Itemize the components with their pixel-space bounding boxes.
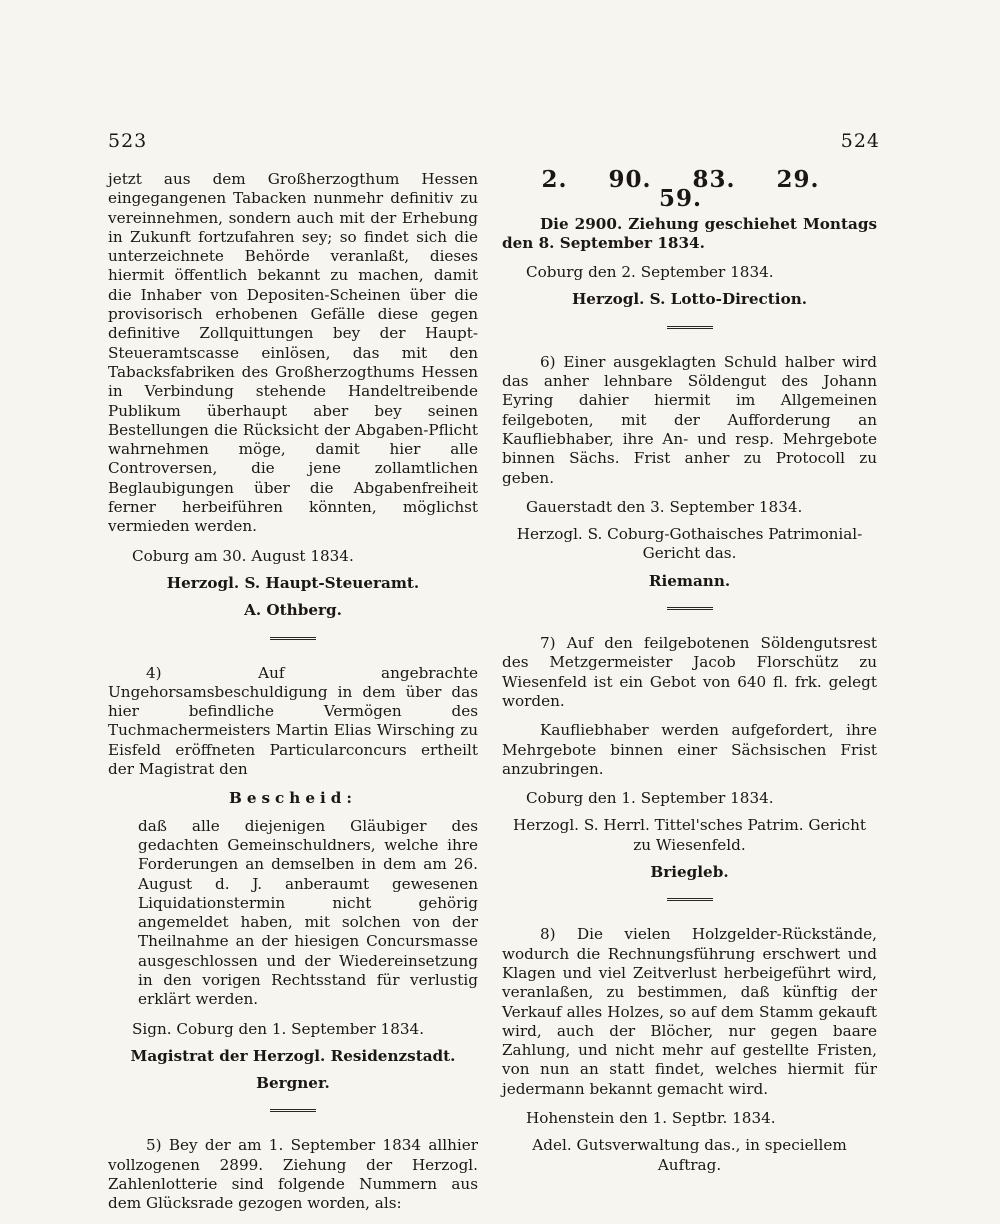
dateline: Coburg den 2. September 1834. — [526, 263, 774, 282]
dateline: Sign. Coburg den 1. September 1834. — [132, 1019, 425, 1038]
section-divider — [667, 326, 713, 331]
signatory: A. Othberg. — [244, 601, 342, 620]
dateline: Coburg den 1. September 1834. — [526, 789, 774, 808]
section-divider — [667, 898, 713, 903]
issuing-office: Magistrat der Herzogl. Residenzstadt. — [130, 1046, 456, 1065]
paragraph-lottery: 5) Bey der am 1. September 1834 allhier vollzogenen 2899. Ziehung der Herzogl. Zahlenlotterie sind folgende Nummern aus dem Glücksrade gezogen worden, als: — [108, 1136, 478, 1213]
right-column — [502, 166, 877, 1183]
issuing-office: Herzogl. S. Coburg-Gothaisches Patrimonial-Gericht das. — [516, 525, 863, 563]
issuing-office: Herzogl. S. Lotto-Direction. — [571, 290, 808, 309]
signatory: Briegleb. — [650, 863, 729, 882]
lottery-number: 90. — [608, 166, 652, 193]
signatory: Riemann. — [648, 571, 731, 590]
page-number-right: 524 — [840, 130, 880, 152]
paragraph-next-draw: Die 2900. Ziehung geschiehet Montags den 8. September 1834. — [502, 214, 877, 252]
dateline: Coburg am 30. August 1834. — [132, 546, 354, 565]
section-divider — [667, 607, 713, 612]
signatory: Bergner. — [256, 1074, 330, 1093]
lottery-number: 29. — [776, 166, 820, 193]
paragraph-timber-payment: 8) Die vielen Holzgelder-Rückstände, wodurch die Rechnungsführung erschwert und Klagen und viel Zeitverlust herbeigeführt wird, veranlaßen, zu bestimmen, daß künftig der Verkauf alles Holzes, so auf dem Stamm gekauft wird, auch der Blöcher, nur gegen baare Zahlung, und nicht mehr auf gestellte Fristen, von nun an statt findet, welches hiermit für jedermann bekannt gemacht wird. — [502, 925, 877, 1098]
lottery-numbers — [502, 166, 877, 213]
paragraph-decree-body: daß alle diejenigen Gläubiger des gedachten Gemeinschuldners, welche ihre Forderungen an demselben in dem am 26. August d. J. anberaumt gewesenen Liquidationstermin nicht gehörig angemeldet haben, mit solchen von der Theilnahme an der hiesigen Concursmasse ausgeschlossen und der Wiedereinsetzung in den vorigen Rechtsstand für verlustig erklärt werden. — [138, 816, 478, 1009]
lottery-number: 59. — [658, 185, 702, 213]
section-divider — [270, 637, 316, 642]
lottery-number: 2. — [541, 166, 568, 193]
paragraph-bid-request: Kaufliebhaber werden aufgefordert, ihre Mehrgebote binnen einer Sächsischen Frist anzubringen. — [502, 721, 877, 778]
dateline: Hohenstein den 1. Septbr. 1834. — [526, 1108, 776, 1127]
paragraph-concurs-intro: 4) Auf angebrachte Ungehorsamsbeschuldigung in dem über das hier befindliche Vermögen des Tuchmachermeisters Martin Elias Wirsching zu Eisfeld eröffneten Particularconcurs ertheilt der Magistrat den — [108, 663, 478, 779]
paragraph-soeldengut-florschuetz: 7) Auf den feilgebotenen Söldengutsrest des Metzgermeister Jacob Florschütz zu Wiesenfeld ist ein Gebot von 640 fl. frk. gelegt worden. — [502, 634, 877, 710]
paragraph-tobacco-notice: jetzt aus dem Großherzogthum Hessen eingegangenen Tabacken nunmehr definitiv zu vereinnehmen, sondern auch mit der Erhebung in Zukunft fortzufahren sey; so findet sich die unterzeichnete Behörde veranlaßt, dieses hiermit öffentlich bekannt zu machen, damit die Inhaber von Depositen-Scheinen über die provisorisch erhobenen Gefälle diese gegen definitive Zollquittungen bey der Haupt-Steueramtscasse einlösen, das mit den Tabacksfabriken des Großherzogthums Hessen in Verbindung stehende Handeltreibende Publikum überhaupt aber bey seinen Bestellungen die Rücksicht der Abgaben-Pflicht wahrnehmen möge, damit hier alle Controversen, die jene zollamtlichen Beglaubigungen über die Abgabenfreiheit ferner herbeiführen könnten, möglichst vermieden werden. — [108, 170, 478, 536]
dateline: Gauerstadt den 3. September 1834. — [526, 497, 803, 516]
left-column — [108, 170, 478, 1224]
issuing-office: Herzogl. S. Haupt-Steueramt. — [166, 573, 420, 592]
issuing-office: Adel. Gutsverwaltung das., in speciellem Auftrag. — [532, 1136, 847, 1174]
section-divider — [270, 1109, 316, 1114]
paragraph-soeldengut-eyring: 6) Einer ausgeklagten Schuld halber wird das anher lehnbare Söldengut des Johann Eyring dahier hiermit im Allgemeinen feilgeboten, mit der Aufforderung an Kaufliebhaber, ihre An- und resp. Mehrgebote binnen Sächs. Frist anher zu Protocoll zu geben. — [502, 352, 877, 487]
decree-heading: Bescheid: — [229, 789, 357, 808]
lottery-number: 83. — [692, 166, 736, 193]
issuing-office: Herzogl. S. Herrl. Tittel'sches Patrim. Gericht zu Wiesenfeld. — [512, 816, 867, 854]
page-number-left: 523 — [108, 130, 148, 152]
